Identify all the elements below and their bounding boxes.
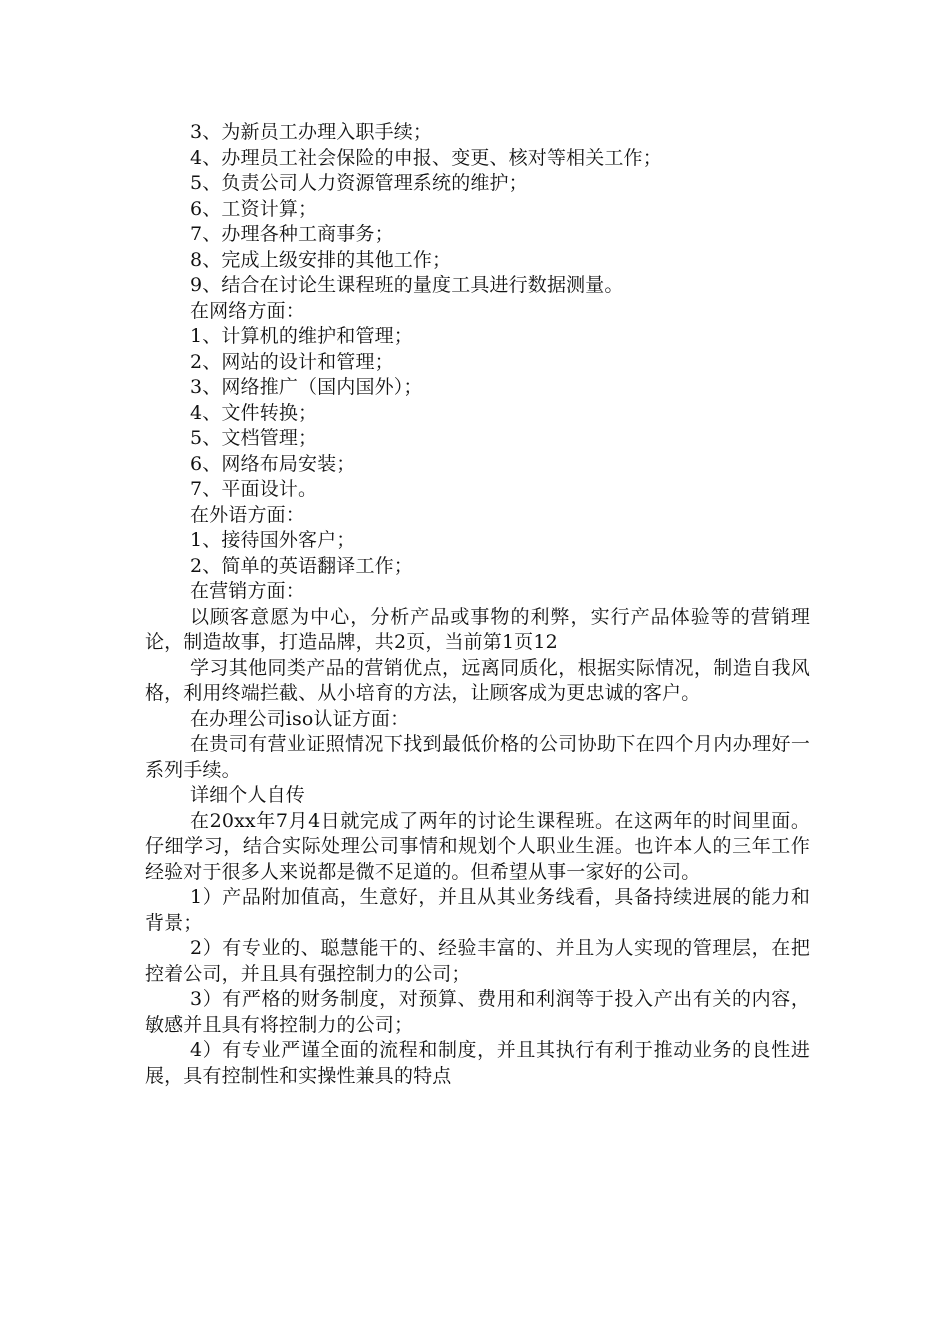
list-item: 7、平面设计。 [190,478,318,500]
list-item: 1、接待国外客户； [190,529,356,551]
body-paragraph: 4）有专业严谨全面的流程和制度，并且其执行有利于推动业务的良性进展，具有控制性和实操性兼具的特点 [145,1039,810,1087]
list-item: 6、工资计算； [190,197,318,220]
section-heading: 在外语方面： [190,503,305,526]
list-item: 7、办理各种工商事务； [190,223,394,245]
list-item: 5、文档管理； [190,427,318,449]
body-paragraph: 学习其他同类产品的营销优点，远离同质化，根据实际情况，制造自我风格，利用终端拦截、从小培育的方法，让顾客成为更忠诚的客户。 [145,656,810,704]
list-item: 3、为新员工办理入职手续； [190,121,433,143]
list-item: 8、完成上级安排的其他工作； [190,248,452,271]
list-item: 2、简单的英语翻译工作； [190,554,413,577]
list-item: 3、网络推广（国内国外）； [190,376,423,398]
list-item: 5、负责公司人力资源管理系统的维护； [190,172,528,194]
body-paragraph: 在20xx年7月4日就完成了两年的讨论生课程班。在这两年的时间里面。仔细学习，结合实际处理公司事情和规划个人职业生涯。也许本人的三年工作经验对于很多人来说都是微不足道的。但希望从事一家好的公司。 [145,809,810,883]
list-item: 4、文件转换； [190,401,318,424]
section-heading: 在办理公司iso认证方面： [190,707,410,730]
body-paragraph: 1）产品附加值高，生意好，并且从其业务线看，具备持续进展的能力和背景； [145,886,810,934]
document-body [145,120,810,1089]
list-item: 4、办理员工社会保险的申报、变更、核对等相关工作； [190,146,662,169]
section-heading: 在网络方面： [190,299,305,322]
list-item: 9、结合在讨论生课程班的量度工具进行数据测量。 [190,274,624,296]
body-paragraph: 2）有专业的、聪慧能干的、经验丰富的、并且为人实现的管理层，在把控着公司，并且具有强控制力的公司； [145,937,810,985]
list-item: 2、网站的设计和管理； [190,350,394,373]
section-heading: 在营销方面： [190,580,305,602]
body-paragraph: 3）有严格的财务制度，对预算、费用和利润等于投入产出有关的内容，敏感并且具有将控制力的公司； [145,988,810,1036]
body-paragraph: 以顾客意愿为中心，分析产品或事物的利弊，实行产品体验等的营销理论，制造故事，打造品牌，共2页，当前第1页12 [145,605,810,653]
list-item: 1、计算机的维护和管理； [190,325,413,347]
list-item: 6、网络布局安装； [190,452,356,475]
body-paragraph: 在贵司有营业证照情况下找到最低价格的公司协助下在四个月内办理好一系列手续。 [145,733,810,781]
section-heading: 详细个人自传 [190,784,305,806]
